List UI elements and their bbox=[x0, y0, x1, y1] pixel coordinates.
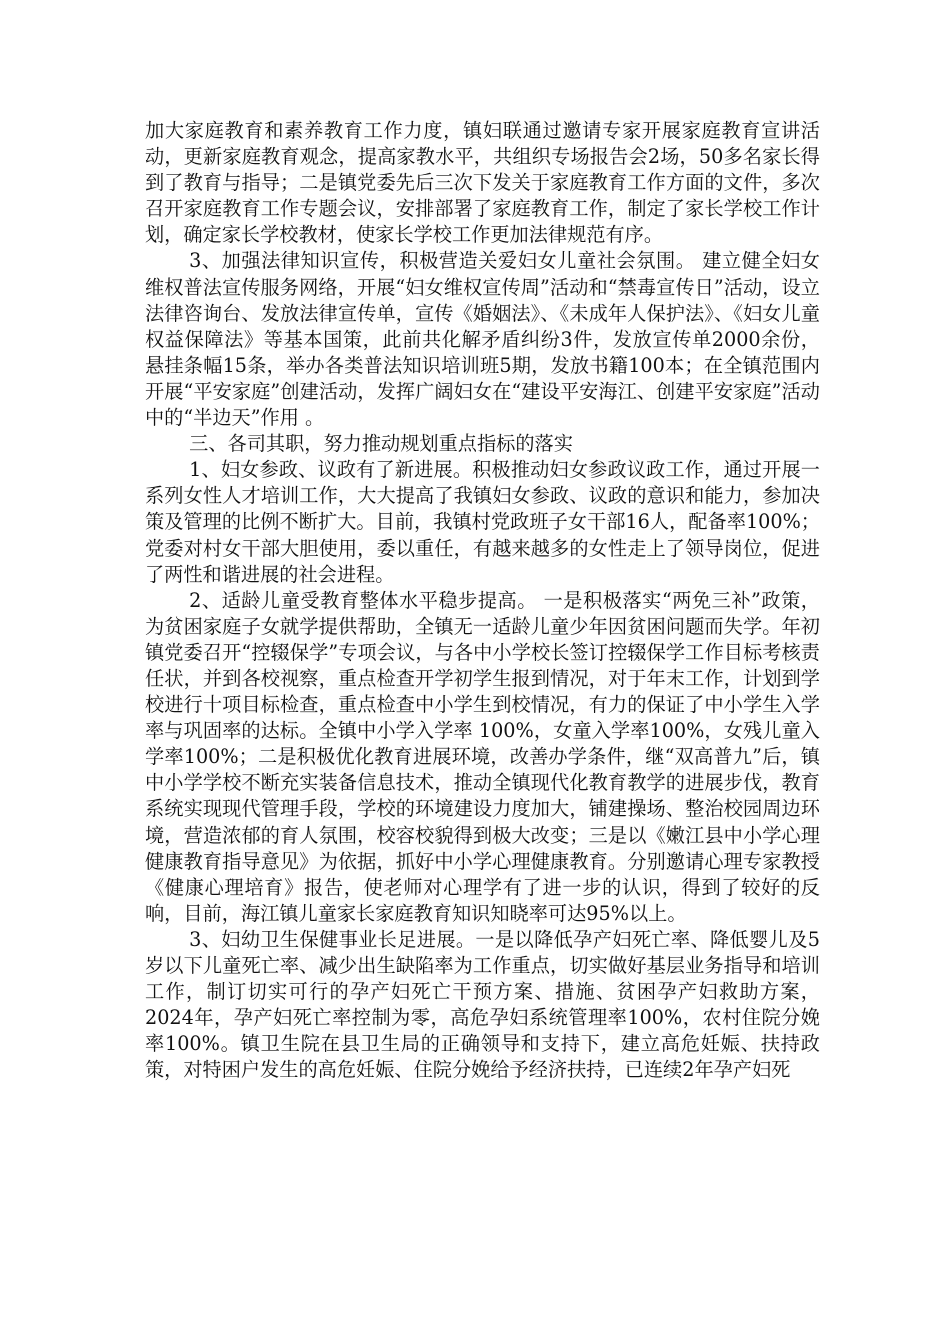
document-page bbox=[145, 118, 820, 1083]
section-heading-three: 三、各司其职，努力推动规划重点指标的落实 bbox=[189, 432, 573, 456]
paragraph-maternal-health: 3、妇幼卫生保健事业长足进展。一是以降低孕产妇死亡率、降低婴儿及5岁以下儿童死亡率、减少出生缺陷率为工作重点，切实做好基层业务指导和培训工作，制订切实可行的孕产妇死亡干预方案、措施、贫困孕产妇救助方案，2024年，孕产妇死亡率控制为零，高危孕妇系统管理率100%，农村住院分娩率100%。镇卫生院在县卫生局的正确领导和支持下，建立高危妊娠、扶持政策，对特困户发生的高危妊娠、住院分娩给予经济扶持，已连续2年孕产妇死 bbox=[145, 927, 820, 1082]
paragraph-women-politics: 1、妇女参政、议政有了新进展。积极推动妇女参政议政工作，通过开展一系列女性人才培训工作，大大提高了我镇妇女参政、议政的意识和能力，参加决策及管理的比例不断扩大。目前，我镇村党政班子女干部16人，配备率100%；党委对村女干部大胆使用，委以重任，有越来越多的女性走上了领导岗位，促进了两性和谐进展的社会进程。 bbox=[145, 458, 820, 586]
paragraph-child-education: 2、适龄儿童受教育整体水平稳步提高。 一是积极落实“两免三补”政策，为贫困家庭子女就学提供帮助，全镇无一适龄儿童少年因贫困问题而失学。年初镇党委召开“控辍保学”专项会议，与各中小学校长签订控辍保学工作目标考核责任状，并到各校视察，重点检查开学初学生报到情况，对于年末工作，计划到学校进行十项目标检查，重点检查中小学生到校情况，有力的保证了中小学生入学率与巩固率的达标。全镇中小学入学率 100%，女童入学率100%，女残儿童入学率100%；二是积极优化教育进展环境，改善办学条件，继“双高普九”后，镇中小学学校不断充实装备信息技术，推动全镇现代化教育教学的进展步伐，教育系统实现现代管理手段，学校的环境建设力度加大，铺建操场、整治校园周边环境，营造浓郁的育人氛围，校容校貌得到极大改变；三是以《嫩江县中小学心理健康教育指导意见》为依据，抓好中小学心理健康教育。分别邀请心理专家教授《健康心理培育》报告，使老师对心理学有了进一步的认识，得到了较好的反响，目前，海江镇儿童家长家庭教育知识知晓率可达95%以上。 bbox=[145, 588, 820, 925]
paragraph-family-education: 加大家庭教育和素养教育工作力度，镇妇联通过邀请专家开展家庭教育宣讲活动，更新家庭教育观念，提高家教水平，共组织专场报告会2场，50多名家长得到了教育与指导；二是镇党委先后三次下发关于家庭教育工作方面的文件，多次召开家庭教育工作专题会议，安排部署了家庭教育工作，制定了家长学校工作计划，确定家长学校教材，使家长学校工作更加法律规范有序。 bbox=[145, 119, 820, 247]
paragraph-legal-publicity: 3、加强法律知识宣传，积极营造关爱妇女儿童社会氛围。 建立健全妇女维权普法宣传服务网络，开展“妇女维权宣传周”活动和“禁毒宣传日”活动，设立法律咨询台、发放法律宣传单，宣传《婚姻法》、《未成年人保护法》、《妇女儿童权益保障法》等基本国策，此前共化解矛盾纠纷3件，发放宣传单2000余份，悬挂条幅15条，举办各类普法知识培训班5期，发放书籍100本；在全镇范围内开展“平安家庭”创建活动，发挥广阔妇女在“建设平安海江、创建平安家庭”活动中的“半边天”作用 。 bbox=[145, 249, 820, 430]
